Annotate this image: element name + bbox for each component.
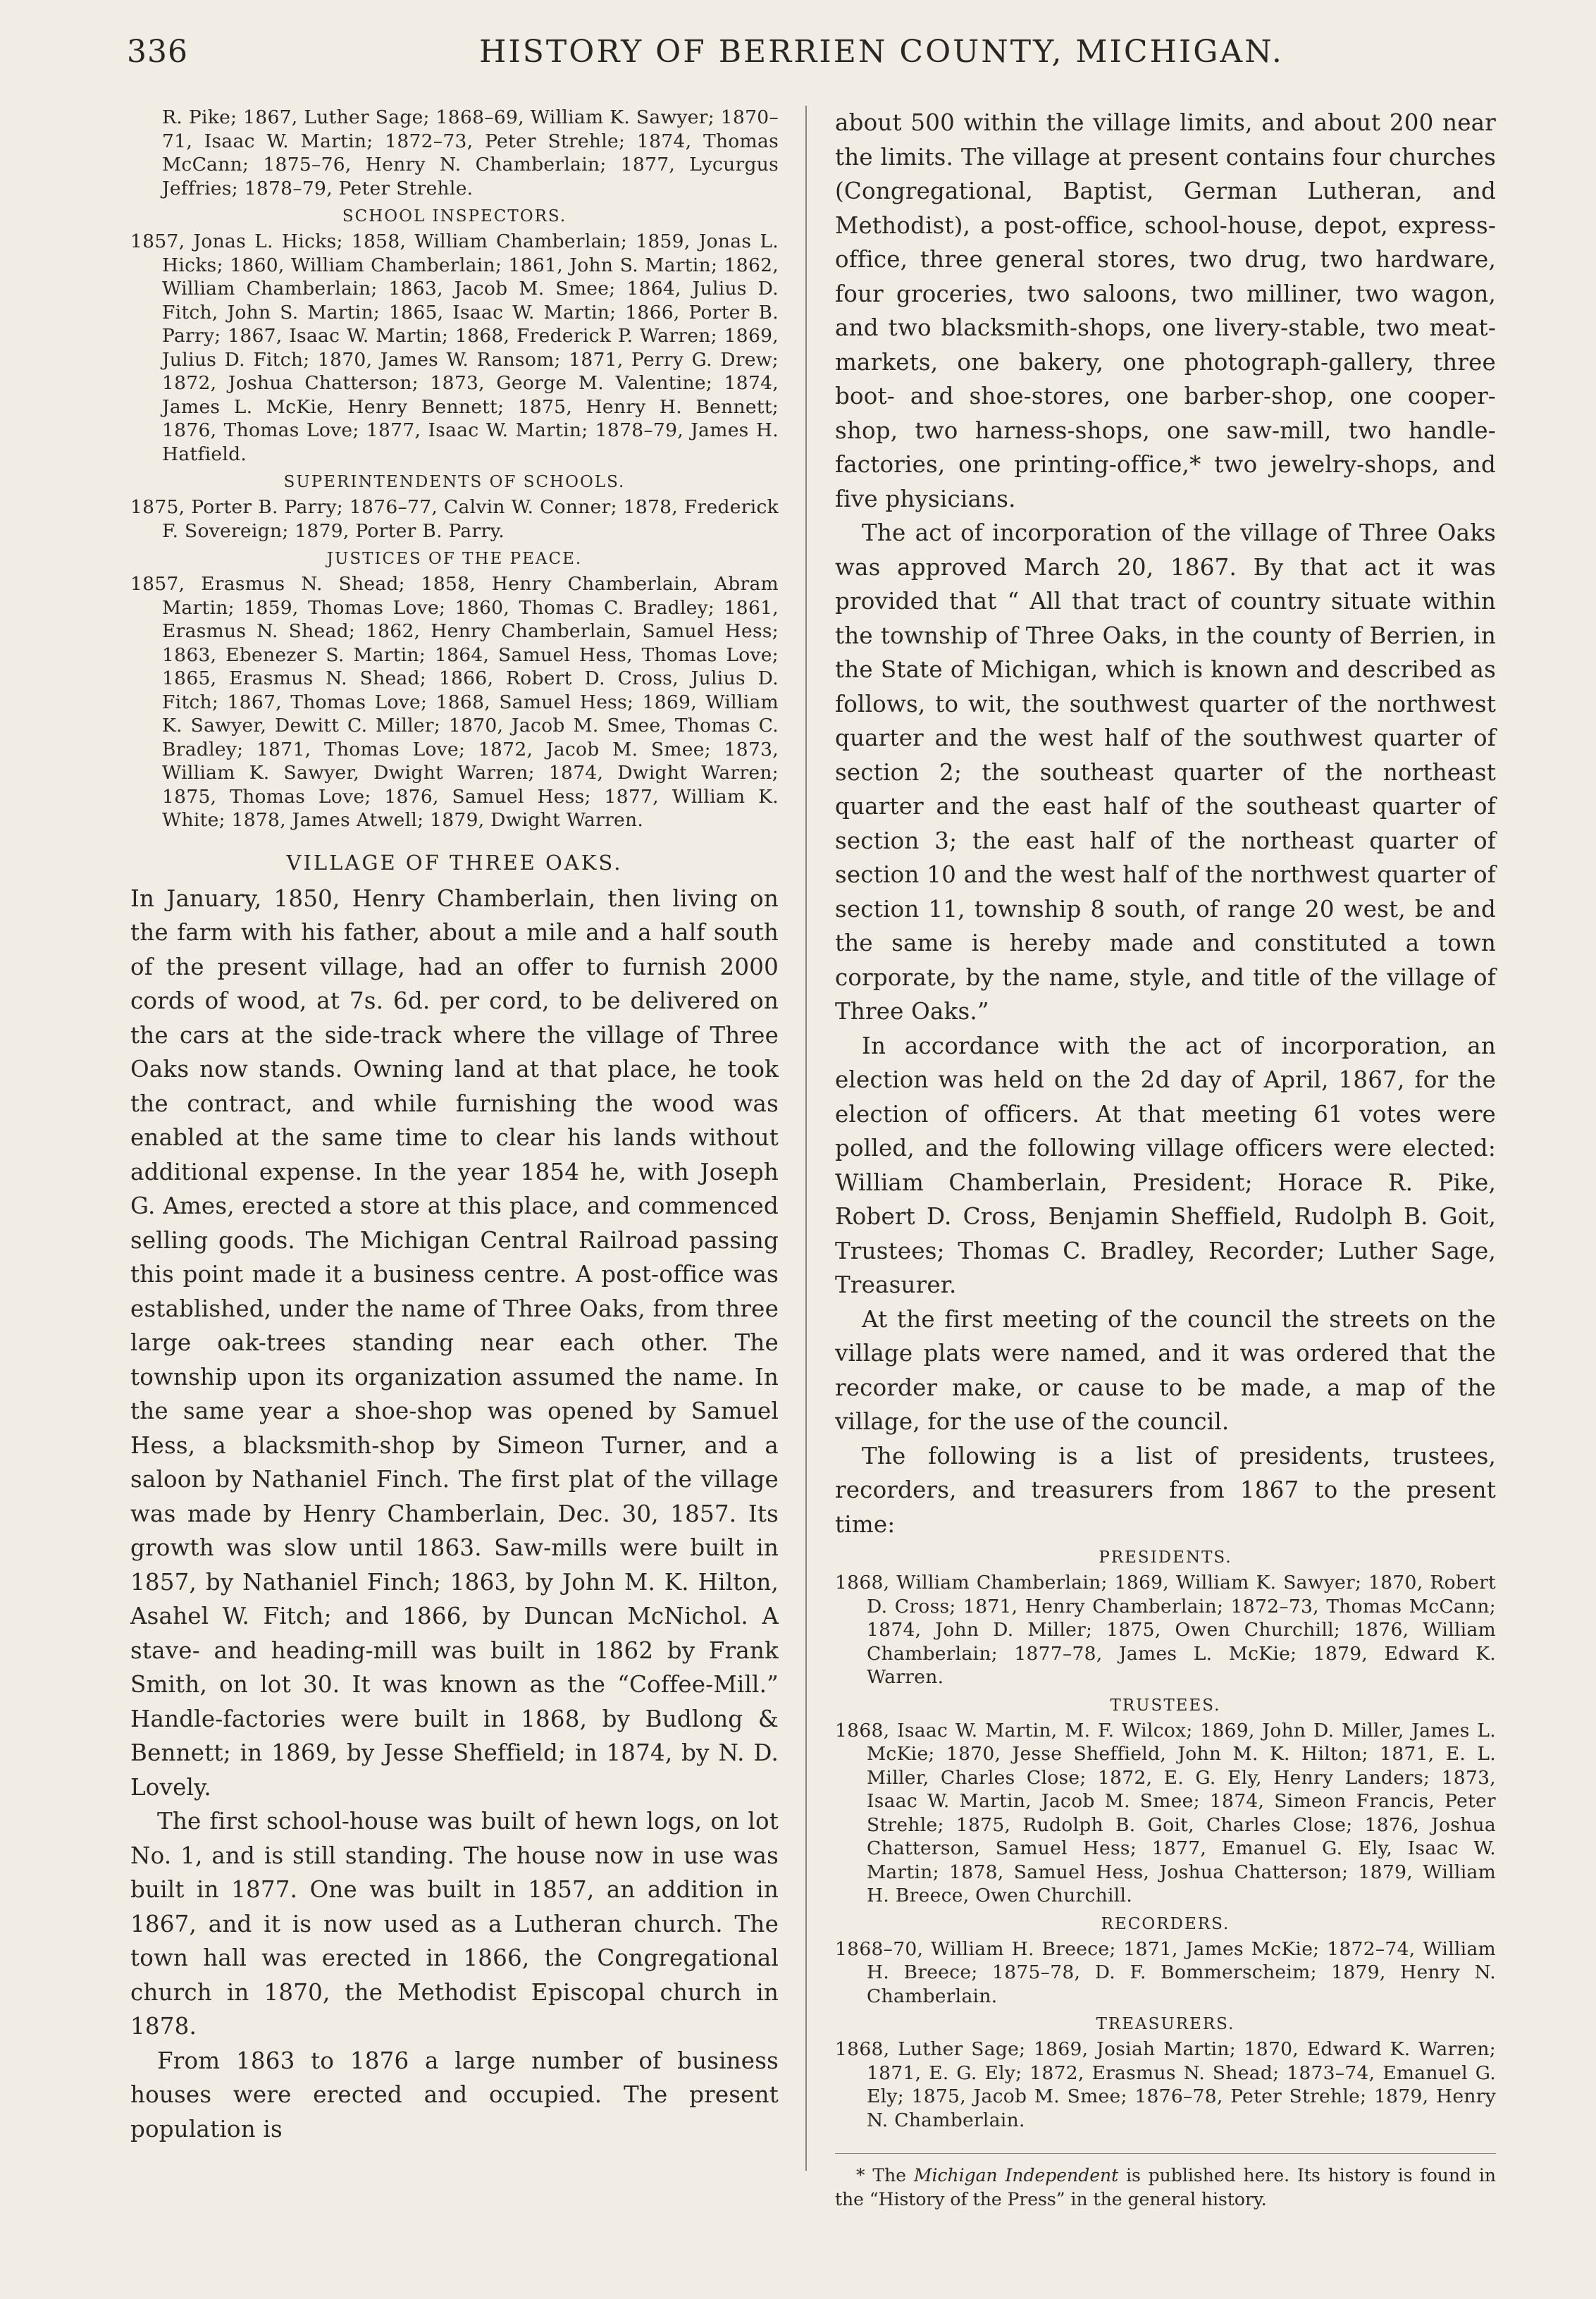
recorders-list: 1868–70, William H. Breece; 1871, James McKie; 1872–74, William H. Breece; 1875–78, D. F. Bommerscheim; 1879, Henry N. Chamberlain. [835, 1937, 1496, 2007]
village-paragraph-3: From 1863 to 1876 a large number of business houses were erected and occupied. The present population is [130, 2047, 779, 2143]
trustees-heading: TRUSTEES. [1110, 1696, 1221, 1715]
footnote-newspaper-title: Michigan Independent [913, 2165, 1119, 2186]
trustees-list: 1868, Isaac W. Martin, M. F. Wilcox; 1869, John D. Miller, James L. McKie; 1870, Jesse Sheffield, John M. K. Hilton; 1871, E. L. Miller, Charles Close; 1872, E. G. Ely, Henry Landers; 1873, Isaac W. Martin, Jacob M. Smee; 1874, Simeon Francis, Peter Strehle; 1875, Rudolph B. Goit, Charles Close; 1876, Joshua Chatterson, Samuel Hess; 1877, Emanuel G. Ely, Isaac W. Martin; 1878, Samuel Hess, Joshua Chatterson; 1879, William H. Breece, Owen Churchill. [835, 1719, 1496, 1906]
footnote-prefix: * The [856, 2165, 906, 2186]
justices-list: 1857, Erasmus N. Shead; 1858, Henry Chamberlain, Abram Martin; 1859, Thomas Love; 1860, Thomas C. Bradley; 1861, Erasmus N. Shead; 1862, Henry Chamberlain, Samuel Hess; 1863, Ebenezer S. Martin; 1864, Samuel Hess, Thomas Love; 1865, Erasmus N. Shead; 1866, Robert D. Cross, Julius D. Fitch; 1867, Thomas Love; 1868, Samuel Hess; 1869, William K. Sawyer, Dewitt C. Miller; 1870, Jacob M. Smee, Thomas C. Bradley; 1871, Thomas Love; 1872, Jacob M. Smee; 1873, William K. Sawyer, Dwight Warren; 1874, Dwight Warren; 1875, Thomas Love; 1876, Samuel Hess; 1877, William K. White; 1878, James Atwell; 1879, Dwight Warren. [130, 573, 779, 831]
presidents-heading: PRESIDENTS. [1099, 1548, 1232, 1567]
incorporation-paragraph: The act of incorporation of the village of Three Oaks was approved March 20, 1867. By that act it was provided that “ All that tract of country situate within the township of Three Oaks, in the county of Berrien, in the State of Michigan, which is known and described as follows, to wit, the southwest quarter of the northwest quarter and the west half of the southwest quarter of section 2; the southeast quarter of the northeast quarter and the east half of the southeast quarter of section 3; the east half of the northeast quarter of section 10 and the west half of the northwest quarter of section 11, township 8 south, of range 20 west, be and the same is hereby made and constituted a town corporate, by the name, style, and title of the village of Three Oaks.” [835, 519, 1496, 1025]
justices-heading: JUSTICES OF THE PEACE. [326, 550, 583, 568]
village-section-title: VILLAGE OF THREE OAKS. [286, 850, 623, 875]
page-number: 336 [127, 34, 188, 70]
presidents-list: 1868, William Chamberlain; 1869, William K. Sawyer; 1870, Robert D. Cross; 1871, Henry Chamberlain; 1872–73, Thomas McCann; 1874, John D. Miller; 1875, Owen Churchill; 1876, William Chamberlain; 1877–78, James L. McKie; 1879, Edward K. Warren. [835, 1572, 1496, 1688]
school-inspectors-heading: SCHOOL INSPECTORS. [342, 207, 567, 226]
page-header [106, 31, 1487, 80]
population-paragraph: about 500 within the village limits, and about 200 near the limits. The village at present contains four churches (Congregational, Baptist, German Lutheran, and Methodist), a post-office, school-house, depot, express-office, three general stores, two drug, two hardware, four groceries, two saloons, two milliner, two wagon, and two blacksmith-shops, one livery-stable, two meat-markets, one bakery, one photograph-gallery, three boot- and shoe-stores, one barber-shop, one cooper-shop, two harness-shops, one saw-mill, two handle-factories, one printing-office,* two jewelry-shops, and five physicians. [835, 109, 1496, 512]
recorders-heading: RECORDERS. [1101, 1914, 1230, 1933]
footnote-text: is published here. Its history is found in the “History of the Press” in the general history. [835, 2165, 1496, 2209]
superintendents-list: 1875, Porter B. Parry; 1876–77, Calvin W. Conner; 1878, Frederick F. Sovereign; 1879, Porter B. Parry. [130, 496, 779, 542]
officers-intro-paragraph: The following is a list of presidents, trustees, recorders, and treasurers from 1867 to the present time: [835, 1442, 1496, 1538]
right-column [835, 106, 1496, 2212]
village-paragraph-2: The first school-house was built of hewn logs, on lot No. 1, and is still standing. The house now in use was built in 1877. One was built in 1857, an addition in 1867, and it is now used as a Lutheran church. The town hall was erected in 1866, the Congregational church in 1870, the Methodist Episcopal church in 1878. [130, 1808, 779, 2040]
clerks-list-continued: R. Pike; 1867, Luther Sage; 1868–69, William K. Sawyer; 1870–71, Isaac W. Martin; 1872–73, Peter Strehle; 1874, Thomas McCann; 1875–76, Henry N. Chamberlain; 1877, Lycurgus Jeffries; 1878–79, Peter Strehle. [162, 106, 779, 199]
treasurers-list: 1868, Luther Sage; 1869, Josiah Martin; 1870, Edward K. Warren; 1871, E. G. Ely; 1872, Erasmus N. Shead; 1873–74, Emanuel G. Ely; 1875, Jacob M. Smee; 1876–78, Peter Strehle; 1879, Henry N. Chamberlain. [835, 2038, 1496, 2131]
left-column [130, 106, 779, 2146]
treasurers-heading: TREASURERS. [1096, 2015, 1235, 2033]
election-paragraph: In accordance with the act of incorporation, an election was held on the 2d day of April, 1867, for the election of officers. At that meeting 61 votes were polled, and the following village officers were elected: William Chamberlain, President; Horace R. Pike, Robert D. Cross, Benjamin Sheffield, Rudolph B. Goit, Trustees; Thomas C. Bradley, Recorder; Luther Sage, Treasurer. [835, 1032, 1496, 1298]
school-inspectors-list: 1857, Jonas L. Hicks; 1858, William Chamberlain; 1859, Jonas L. Hicks; 1860, William Chamberlain; 1861, John S. Martin; 1862, William Chamberlain; 1863, Jacob M. Smee; 1864, Julius D. Fitch, John S. Martin; 1865, Isaac W. Martin; 1866, Porter B. Parry; 1867, Isaac W. Martin; 1868, Frederick P. Warren; 1869, Julius D. Fitch; 1870, James W. Ransom; 1871, Perry G. Drew; 1872, Joshua Chatterson; 1873, George M. Valentine; 1874, James L. McKie, Henry Bennett; 1875, Henry H. Bennett; 1876, Thomas Love; 1877, Isaac W. Martin; 1878–79, James H. Hatfield. [130, 230, 779, 465]
running-title: HISTORY OF BERRIEN COUNTY, MICHIGAN. [479, 34, 1284, 70]
village-paragraph-1: In January, 1850, Henry Chamberlain, then living on the farm with his father, about a mile and a half south of the present village, had an offer to furnish 2000 cords of wood, at 7s. 6d. per cord, to be delivered on the cars at the side-track where the village of Three Oaks now stands. Owning land at that place, he took the contract, and while furnishing the wood was enabled at the same time to clear his lands without additional expense. In the year 1854 he, with Joseph G. Ames, erected a store at this place, and commenced selling goods. The Michigan Central Railroad passing this point made it a business centre. A post-office was established, under the name of Three Oaks, from three large oak-trees standing near each other. The township upon its organization assumed the name. In the same year a shoe-shop was opened by Samuel Hess, a blacksmith-shop by Simeon Turner, and a saloon by Nathaniel Finch. The first plat of the village was made by Henry Chamberlain, Dec. 30, 1857. Its growth was slow until 1863. Saw-mills were built in 1857, by Nathaniel Finch; 1863, by John M. K. Hilton, Asahel W. Fitch; and 1866, by Duncan McNichol. A stave- and heading-mill was built in 1862 by Frank Smith, on lot 30. It was known as the “Coffee-Mill.” Handle-factories were built in 1868, by Budlong & Bennett; in 1869, by Jesse Sheffield; in 1874, by N. D. Lovely. [130, 885, 779, 1801]
footnote [835, 2153, 1496, 2212]
council-paragraph: At the first meeting of the council the streets on the village plats were named, and it was ordered that the recorder make, or cause to be made, a map of the village, for the use of the council. [835, 1305, 1496, 1435]
superintendents-heading: SUPERINTENDENTS OF SCHOOLS. [283, 473, 626, 491]
column-divider [805, 106, 807, 2171]
